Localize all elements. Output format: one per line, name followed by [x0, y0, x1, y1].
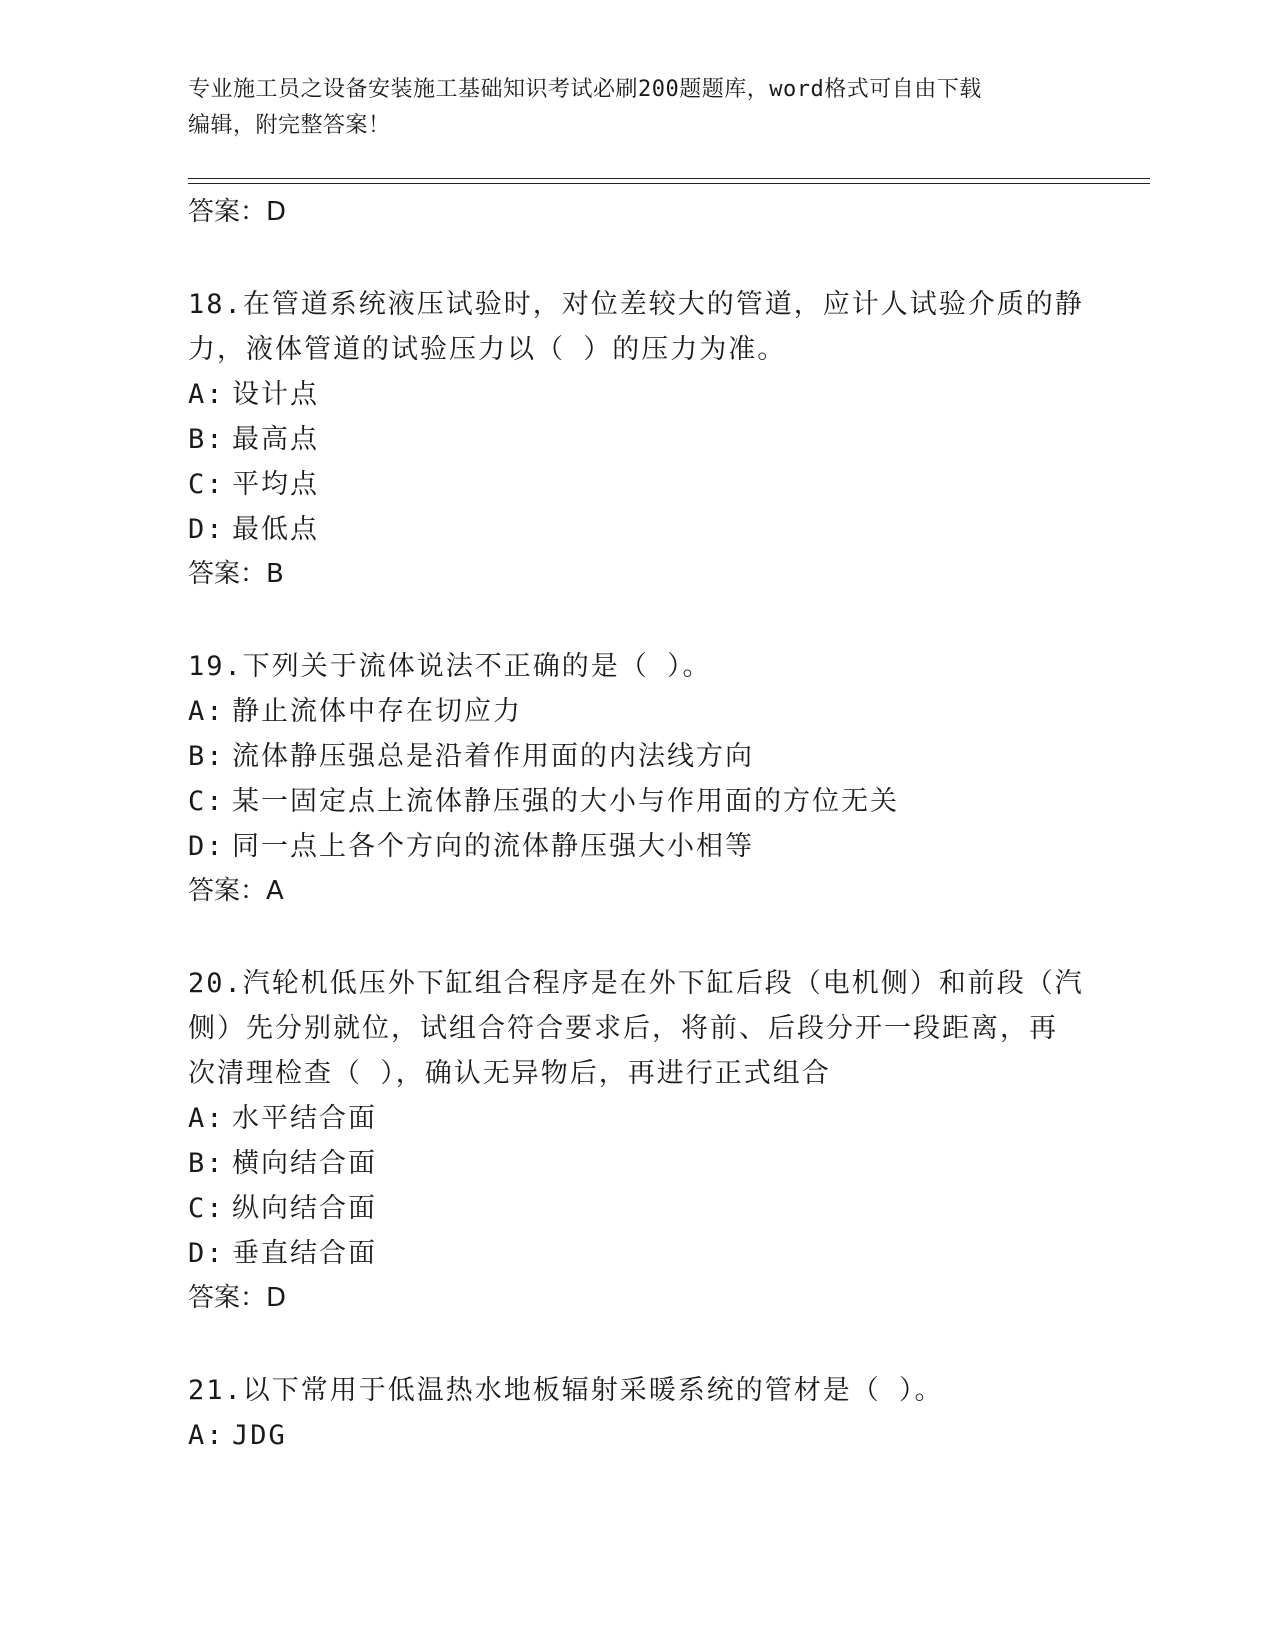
stem-line: 21.以下常用于低温热水地板辐射采暖系统的管材是（ ）。 — [188, 1375, 944, 1406]
option-d — [188, 507, 1088, 552]
option-key: C: — [188, 469, 225, 500]
option-key: A: — [188, 1420, 225, 1451]
question-stem — [188, 644, 1088, 689]
option-text: 静止流体中存在切应力 — [232, 696, 522, 727]
option-c — [188, 462, 1088, 507]
option-text: 同一点上各个方向的流体静压强大小相等 — [232, 831, 754, 862]
option-a — [188, 1413, 1088, 1458]
option-b — [188, 417, 1088, 462]
option-text: 设计点 — [232, 379, 319, 410]
option-b — [188, 1141, 1088, 1186]
question-21 — [188, 1368, 1088, 1458]
question-stem — [188, 282, 1088, 372]
option-key: A: — [188, 379, 225, 410]
option-key: D: — [188, 1238, 225, 1269]
document-header — [188, 72, 1088, 144]
stem-line: 次清理检查（ ），确认无异物后，再进行正式组合 — [188, 1058, 831, 1089]
header-line-2: 编辑，附完整答案！ — [188, 113, 391, 138]
option-d — [188, 824, 1088, 869]
header-line-1: 专业施工员之设备安装施工基础知识考试必刷200题题库，word格式可自由下载 — [188, 77, 982, 102]
answer-line: 答案：D — [188, 1283, 287, 1313]
header-rule-bottom — [188, 183, 1150, 184]
stem-line: 19.下列关于流体说法不正确的是（ ）。 — [188, 651, 712, 682]
option-text: JDG — [232, 1420, 287, 1451]
answer-line: 答案：D — [188, 197, 287, 227]
option-a — [188, 1096, 1088, 1141]
option-c — [188, 1186, 1088, 1231]
stem-line: 力，液体管道的试验压力以（ ）的压力为准。 — [188, 334, 787, 365]
option-b — [188, 734, 1088, 779]
option-text: 某一固定点上流体静压强的大小与作用面的方位无关 — [232, 786, 899, 817]
option-c — [188, 779, 1088, 824]
stem-line: 侧）先分别就位，试组合符合要求后，将前、后段分开一段距离，再 — [188, 1013, 1058, 1044]
question-19 — [188, 644, 1088, 869]
option-key: D: — [188, 514, 225, 545]
option-d — [188, 1231, 1088, 1276]
option-text: 垂直结合面 — [232, 1238, 377, 1269]
answer-line: 答案：B — [188, 559, 284, 589]
answer-line: 答案：A — [188, 876, 284, 906]
option-text: 纵向结合面 — [232, 1193, 377, 1224]
option-text: 横向结合面 — [232, 1148, 377, 1179]
option-text: 最低点 — [232, 514, 319, 545]
option-key: D: — [188, 831, 225, 862]
header-rule-top — [188, 178, 1150, 179]
option-key: C: — [188, 786, 225, 817]
question-18 — [188, 282, 1088, 552]
question-list — [188, 190, 1088, 1458]
option-key: A: — [188, 696, 225, 727]
option-key: C: — [188, 1193, 225, 1224]
option-key: B: — [188, 1148, 225, 1179]
option-a — [188, 689, 1088, 734]
option-text: 水平结合面 — [232, 1103, 377, 1134]
question-stem — [188, 1368, 1088, 1413]
option-a — [188, 372, 1088, 417]
stem-line: 20.汽轮机低压外下缸组合程序是在外下缸后段（电机侧）和前段（汽 — [188, 968, 1084, 999]
option-key: B: — [188, 741, 225, 772]
option-key: B: — [188, 424, 225, 455]
stem-line: 18.在管道系统液压试验时，对位差较大的管道，应计人试验介质的静 — [188, 289, 1084, 320]
option-key: A: — [188, 1103, 225, 1134]
option-text: 最高点 — [232, 424, 319, 455]
option-text: 流体静压强总是沿着作用面的内法线方向 — [232, 741, 754, 772]
option-text: 平均点 — [232, 469, 319, 500]
question-20 — [188, 961, 1088, 1276]
question-stem — [188, 961, 1088, 1096]
